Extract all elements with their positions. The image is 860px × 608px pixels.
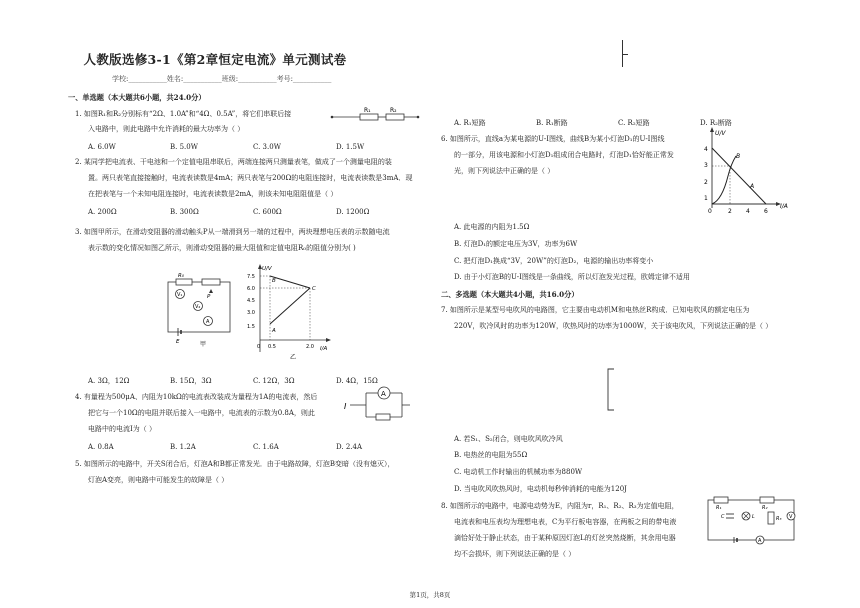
ytick: 6.0 (247, 286, 255, 292)
v-label: V (789, 514, 793, 520)
q3-option-c[interactable]: C. 12Ω，3Ω (253, 377, 295, 385)
q7-figure-placeholder (606, 368, 618, 412)
q4-line-2: 把它与一个10Ω的电阻并联后接入一电路中，电流表的示数为0.8A，则此 (88, 409, 315, 417)
c-label: C (721, 514, 725, 520)
point-b-label: B (272, 278, 276, 284)
resistor-r3 (768, 512, 774, 524)
r1-label: R₁ (364, 107, 371, 114)
xtick: 0 (708, 208, 712, 214)
q1-option-a[interactable]: A. 6.0W (88, 143, 116, 151)
q3-uv-graph (246, 262, 336, 362)
q3-line-1: 3. 如图甲所示，在滑动变阻器的滑动触头P从一端滑到另一端的过程中，两块理想电压表的示数随电流 (75, 228, 390, 236)
q1-resistor-diagram (330, 104, 420, 124)
q6-option-d[interactable]: D. 由于小灯泡B的U-I图线是一条曲线，所以灯泡发光过程，欧姆定律不适用 (454, 273, 690, 281)
slider-arrow (209, 289, 213, 293)
point-c-label: C (312, 286, 316, 292)
xtick: 2 (728, 208, 732, 214)
q8-circuit-diagram (704, 494, 800, 546)
v1-label: V₁ (177, 292, 183, 298)
q6-line-1: 6. 如图所示，直线a为某电源的U-I图线，曲线B为某小灯泡D₁的U-I图线 (441, 135, 665, 143)
section-single-choice: 一、单选题（本大题共6小题，共24.0分） (68, 93, 206, 102)
fig-a-caption: 甲 (200, 341, 207, 348)
q8-line-3: 滴恰好处于静止状态，由于某种原因灯泡L的灯丝突然烧断，其余用电器 (454, 534, 676, 542)
q2-option-a[interactable]: A. 200Ω (88, 208, 117, 216)
q1-line-1: 1. 如图R₁和R₂分别标有“2Ω、1.0A”和“4Ω、0.5A”，将它们串联后接 (75, 110, 292, 118)
ytick: 3 (704, 162, 708, 169)
r0-label: R₀ (178, 273, 185, 279)
page-title: 人教版选修3-1《第2章恒定电流》单元测试卷 (83, 52, 347, 67)
q4-option-d[interactable]: D. 2.4A (336, 443, 363, 451)
xtick: 2.0 (306, 344, 314, 350)
q8-line-2: 电流表和电压表均为理想电表，C为平行板电容器，在两板之间的带电液 (454, 518, 677, 526)
q5-option-d[interactable]: D. R₂断路 (700, 119, 732, 127)
q7-line-2: 220V，吹冷风时的功率为120W，吹热风时的功率为1000W，关于该电吹风，下列说法正确的是（ ） (454, 322, 773, 330)
e-label: E (176, 339, 180, 345)
bracket-tick (622, 54, 628, 55)
section-multiple-choice: 二、多选题（本大题共4小题，共16.0分） (441, 290, 579, 299)
xtick: 0 (257, 344, 261, 350)
q2-option-d[interactable]: D. 1200Ω (336, 208, 370, 216)
ytick: 3.0 (247, 310, 255, 316)
line-ac (270, 288, 310, 324)
q1-line-2: 入电路中，则此电路中允许消耗的最大功率为（ ） (88, 125, 245, 133)
shunt-resistor (376, 414, 390, 420)
xtick: 4 (746, 208, 750, 214)
q6-line-2: 的一部分，用该电源和小灯泡D₁组成闭合电路时，灯泡D₁恰好能正常发 (454, 151, 674, 159)
q3-line-2: 表示数的变化情况如图乙所示，则滑动变阻器的最大阻值和定值电阻R₀的阻值分别为( ) (88, 244, 356, 252)
q3-option-b[interactable]: B. 15Ω，3Ω (170, 377, 212, 385)
q8-line-4: 均不会损坏，则下列说法正确的是（ ） (454, 550, 576, 558)
graph-x-label: I/A (780, 203, 788, 210)
curve-b-label: B (736, 153, 741, 160)
r2-label: R₂ (762, 505, 768, 511)
q2-option-b[interactable]: B. 300Ω (170, 208, 199, 216)
xtick: 0.5 (268, 344, 276, 350)
student-info-line: 学校:___________姓名:___________班级:___________考号:___________ (112, 75, 332, 83)
q6-ui-graph (700, 126, 800, 214)
q1-option-c[interactable]: C. 3.0W (253, 143, 281, 151)
q7-option-c[interactable]: C. 电动机工作时输出的机械功率为880W (454, 468, 583, 476)
q5-option-a[interactable]: A. R₁短路 (454, 119, 486, 127)
a-label: A (206, 319, 210, 325)
a-label: A (758, 538, 762, 544)
q7-option-d[interactable]: D. 当电吹风吹热风时，电动机每秒钟消耗的电能为120J (454, 485, 627, 493)
line-a-label: A (750, 183, 755, 190)
q6-line-3: 光，则下列说法中正确的是（ ） (454, 167, 555, 175)
q1-option-b[interactable]: B. 5.0W (170, 143, 198, 151)
q1-option-d[interactable]: D. 1.5W (336, 143, 365, 151)
line-bc (270, 276, 310, 288)
v2-label: V₂ (195, 304, 201, 310)
fig-b-caption: 乙 (290, 354, 297, 361)
q4-line-1: 4. 有量程为500μA、内阻为10kΩ的电流表改装成为量程为1A的电流表，然后 (75, 393, 318, 401)
q7-line-1: 7. 如图所示是某型号电吹风的电路图，它主要由电动机M和电热丝R构成．已知电吹风的额定电压为 (441, 306, 750, 314)
ytick: 7.5 (247, 274, 255, 280)
q2-line-3: 在把表笔与一个未知电阻连接时，电流表读数是2mA，则该未知电阻阻值是（ ） (88, 190, 338, 198)
q4-option-b[interactable]: B. 1.2A (170, 443, 196, 451)
ytick: 1 (704, 195, 708, 202)
ytick: 4 (704, 146, 708, 153)
graph-y-label: U/V (262, 266, 272, 272)
resistor-r2 (760, 497, 774, 503)
page-footer: 第1页，共8页 (409, 591, 451, 599)
q7-option-a[interactable]: A. 若S₁、S₂闭合，则电吹风吹冷风 (454, 435, 563, 443)
q4-option-c[interactable]: C. 1.6A (253, 443, 279, 451)
q2-line-2: 置。两只表笔直接接触时，电流表读数是4mA；两只表笔与200Ω的电阻连接时，电流表读数是3mA．现 (88, 174, 413, 182)
r2-label: R₂ (390, 107, 397, 114)
resistor-r0 (176, 279, 192, 285)
graph-x-label: I/A (320, 346, 328, 352)
graph-y-label: U/V (715, 130, 726, 137)
q5-option-b[interactable]: B. R₁断路 (536, 119, 568, 127)
l-label: L (752, 514, 755, 520)
resistor-r1 (360, 114, 378, 120)
ytick: 1.5 (247, 324, 255, 330)
q4-line-3: 电路中的电流I为（ ） (88, 425, 156, 433)
q6-option-b[interactable]: B. 灯泡D₁的额定电压为3V，功率为6W (454, 240, 578, 248)
q5-line-1: 5. 如图所示的电路中，开关S闭合后，灯泡A和B都正常发光．由于电路故障，灯泡B变暗（没有熄灭）， (75, 460, 395, 468)
q7-option-b[interactable]: B. 电热丝的电阻为55Ω (454, 451, 528, 459)
resistor-r1 (714, 497, 728, 503)
q4-ammeter-diagram (342, 385, 412, 425)
q6-option-c[interactable]: C. 把灯泡D₁换成“3V，20W”的灯泡D₂，电源的输出功率将变小 (454, 257, 654, 265)
q2-line-1: 2. 某同学把电流表、干电池和一个定值电阻串联后，两端连接两只测量表笔，做成了一个测量电阻的装 (75, 158, 392, 166)
rheostat (202, 279, 220, 285)
resistor-r2 (386, 114, 404, 120)
q3-option-a[interactable]: A. 3Ω，12Ω (88, 377, 130, 385)
current-label: I (344, 402, 347, 411)
q3-circuit-diagram (160, 270, 240, 348)
point-a-label: A (272, 328, 276, 334)
ytick: 2 (704, 179, 708, 186)
q3-option-d[interactable]: D. 4Ω，15Ω (336, 377, 378, 385)
q2-option-c[interactable]: C. 600Ω (253, 208, 282, 216)
q5-option-c[interactable]: C. R₂短路 (618, 119, 650, 127)
q6-option-a[interactable]: A. 此电源的内阻为1.5Ω (454, 223, 530, 231)
q8-line-1: 8. 如图所示的电路中，电源电动势为E，内阻为r，R₁、R₂、R₃为定值电阻， (441, 502, 679, 510)
ammeter-label: A (381, 390, 386, 398)
r3-label: R₃ (776, 516, 782, 522)
ytick: 4.5 (247, 298, 255, 304)
xtick: 6 (764, 208, 768, 214)
p-label: P (207, 294, 211, 300)
q4-option-a[interactable]: A. 0.8A (88, 443, 114, 451)
q5-line-2: 灯泡A变亮，则电路中可能发生的故障是（ ） (88, 476, 229, 484)
bulb-curve-b (712, 156, 736, 204)
r1-label: R₁ (716, 505, 722, 511)
